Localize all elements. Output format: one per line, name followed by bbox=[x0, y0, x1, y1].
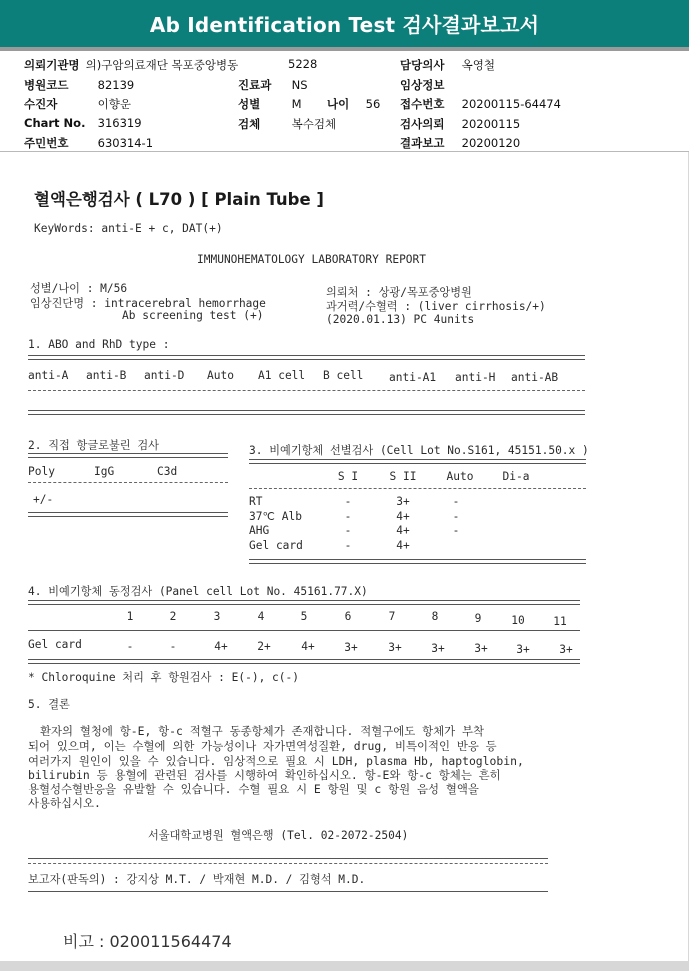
panel-value-11: 3+ bbox=[559, 643, 573, 656]
conclusion-line-4: bilirubin 등 용혈에 관련된 검사를 시행하여 확인하십시오. 항-E와 항-c 항체는 흔히 bbox=[28, 768, 501, 782]
screen-row-alb-s2: 4+ bbox=[396, 510, 410, 523]
conclusion-line-2: 되어 있으며, 이는 수혈에 의한 가능성이나 자가면역성질환, drug, 비특이적인 반응 등 bbox=[28, 739, 497, 753]
report-date-field: 결과보고 20200120 bbox=[400, 136, 521, 150]
reporter-top-rule bbox=[28, 858, 548, 859]
screen-row-alb-auto: - bbox=[452, 510, 460, 523]
abo-top-rule bbox=[28, 355, 585, 360]
accession-field: 접수번호 20200115-64474 bbox=[400, 97, 561, 111]
screen-row-ahg-auto: - bbox=[452, 524, 460, 537]
panel-header-3: 3 bbox=[213, 610, 221, 623]
dept-field: 진료과 NS bbox=[238, 78, 308, 92]
report-header bbox=[0, 0, 689, 47]
request-date-field: 검사의뢰 20200115 bbox=[400, 117, 521, 131]
abo-header-2: anti-B bbox=[86, 369, 127, 382]
panel-bottom-rule bbox=[28, 659, 580, 664]
screen-row-alb-label: 37℃ Alb bbox=[249, 510, 302, 523]
report-title: Ab Identification Test 검사결과보고서 bbox=[149, 13, 540, 37]
history-line: 과거력/수혈력 : (liver cirrhosis/+) bbox=[326, 300, 546, 313]
reporter-top-rule-2 bbox=[28, 863, 548, 864]
dat-section-title: 2. 직접 항글로불린 검사 bbox=[28, 439, 159, 452]
panel-value-8: 3+ bbox=[431, 642, 445, 655]
panel-header-10: 10 bbox=[511, 614, 525, 627]
dat-mid-rule bbox=[28, 482, 228, 483]
panel-value-5: 4+ bbox=[301, 640, 315, 653]
panel-value-3: 4+ bbox=[214, 640, 228, 653]
screen-row-gel-s1: - bbox=[344, 539, 352, 552]
patient-field: 수진자 이향운 bbox=[24, 97, 131, 111]
conclusion-title: 5. 결론 bbox=[28, 698, 70, 711]
keywords: KeyWords: anti-E + c, DAT(+) bbox=[34, 222, 223, 235]
screen-section-title: 3. 비예기항체 선별검사 (Cell Lot No.S161, 45151.50.x ) bbox=[249, 444, 589, 457]
dat-bottom-rule bbox=[28, 512, 228, 517]
abo-header-3: anti-D bbox=[144, 369, 185, 382]
info-divider bbox=[0, 151, 689, 152]
abo-header-8: anti-H bbox=[455, 371, 496, 384]
lab-report-title: IMMUNOHEMATOLOGY LABORATORY REPORT bbox=[197, 253, 427, 266]
reporter-line: 보고자(판독의) : 강지상 M.T. / 박재현 M.D. / 김형석 M.D. bbox=[28, 873, 366, 886]
panel-value-2: - bbox=[169, 640, 177, 653]
screen-row-rt-auto: - bbox=[452, 495, 460, 508]
ward-field: 5228 bbox=[288, 57, 318, 71]
blood-bank-contact: 서울대학교병원 혈액은행 (Tel. 02-2072-2504) bbox=[148, 829, 409, 842]
screen-mid-rule bbox=[249, 488, 586, 489]
abo-mid-rule bbox=[28, 390, 585, 391]
abo-header-7: anti-A1 bbox=[389, 371, 437, 384]
chloroquine-note: * Chloroquine 처리 후 항원검사 : E(-), c(-) bbox=[28, 671, 299, 684]
screen-row-rt-s1: - bbox=[344, 495, 352, 508]
panel-value-6: 3+ bbox=[344, 641, 358, 654]
dat-header-c3d: C3d bbox=[157, 465, 178, 478]
panel-header-8: 8 bbox=[431, 610, 439, 623]
abo-bottom-rule bbox=[28, 410, 585, 415]
bottom-margin-bar bbox=[0, 961, 689, 971]
screen-header-s1: S I bbox=[337, 470, 359, 483]
abo-header-4: Auto bbox=[207, 369, 234, 382]
abo-header-6: B cell bbox=[323, 369, 364, 382]
screen-header-s2: S II bbox=[389, 470, 417, 483]
conclusion-line-5: 용혈성수혈반응을 유발할 수 있습니다. 수혈 필요 시 E 항원 및 c 항원 음성 혈액을 bbox=[28, 782, 479, 796]
age-field: 나이 56 bbox=[327, 97, 381, 111]
screen-row-alb-s1: - bbox=[344, 510, 352, 523]
screen-row-ahg-s1: - bbox=[344, 524, 352, 537]
sex-age-line: 성별/나이 : M/56 bbox=[30, 282, 128, 295]
screen-bottom-rule bbox=[249, 559, 586, 564]
diagnosis-line: 임상진단명 : intracerebral hemorrhage bbox=[30, 297, 266, 310]
note-remark: 비고 : 020011564474 bbox=[63, 932, 232, 951]
hospital-code-field: 병원코드 82139 bbox=[24, 78, 135, 92]
dat-top-rule bbox=[28, 453, 228, 458]
panel-section-title: 4. 비예기항체 동정검사 (Panel cell Lot No. 45161.77.X) bbox=[28, 585, 368, 598]
rrn-field: 주민번호 630314-1 bbox=[24, 136, 154, 150]
screen-top-rule bbox=[249, 459, 586, 464]
report-section-title: 혈액은행검사 ( L70 ) [ Plain Tube ] bbox=[34, 190, 324, 209]
screen-header-dia: Di-a bbox=[502, 470, 530, 483]
sex-field: 성별 M bbox=[238, 97, 302, 111]
panel-header-1: 1 bbox=[126, 610, 134, 623]
panel-header-7: 7 bbox=[388, 610, 396, 623]
chart-no-field: Chart No. 316319 bbox=[24, 116, 142, 130]
abo-header-9: anti-AB bbox=[511, 371, 559, 384]
header-divider bbox=[0, 47, 689, 51]
conclusion-line-6: 사용하십시오. bbox=[28, 796, 101, 810]
reporter-bottom-rule bbox=[28, 891, 548, 892]
panel-value-9: 3+ bbox=[474, 642, 488, 655]
panel-value-1: - bbox=[126, 640, 134, 653]
clinical-info-field: 임상정보 bbox=[400, 78, 445, 92]
panel-header-4: 4 bbox=[257, 610, 265, 623]
screen-header-auto: Auto bbox=[446, 470, 474, 483]
panel-mid-rule bbox=[28, 630, 580, 631]
panel-header-2: 2 bbox=[169, 610, 177, 623]
doctor-field: 담당의사 옥영철 bbox=[400, 58, 495, 72]
panel-header-11: 11 bbox=[553, 615, 567, 628]
abo-header-1: anti-A bbox=[28, 369, 69, 382]
panel-header-9: 9 bbox=[474, 612, 482, 625]
dat-header-igg: IgG bbox=[94, 465, 115, 478]
panel-value-4: 2+ bbox=[257, 640, 271, 653]
referral-line: 의뢰처 : 상광/목포중앙병원 bbox=[326, 286, 472, 299]
abo-section-title: 1. ABO and RhD type : bbox=[28, 338, 170, 351]
dat-header-poly: Poly bbox=[28, 465, 55, 478]
dat-value-poly: +/- bbox=[33, 493, 54, 506]
panel-header-6: 6 bbox=[344, 610, 352, 623]
screen-row-ahg-s2: 4+ bbox=[396, 524, 410, 537]
screen-row-rt-s2: 3+ bbox=[396, 495, 410, 508]
panel-value-7: 3+ bbox=[388, 641, 402, 654]
screen-row-ahg-label: AHG bbox=[249, 524, 270, 537]
hospital-field: 의뢰기관명 의)구암의료재단 목포중앙병동 bbox=[24, 58, 239, 72]
panel-row-label: Gel card bbox=[28, 638, 82, 651]
history-line-2: (2020.01.13) PC 4units bbox=[326, 313, 475, 326]
panel-top-rule bbox=[28, 600, 580, 605]
screen-row-rt-label: RT bbox=[249, 495, 263, 508]
panel-header-5: 5 bbox=[300, 610, 308, 623]
specimen-field: 검체 복수검체 bbox=[238, 117, 337, 131]
screen-row-gel-s2: 4+ bbox=[396, 539, 410, 552]
diagnosis-line-2: Ab screening test (+) bbox=[122, 309, 264, 322]
conclusion-line-3: 여러가지 원인이 있을 수 있습니다. 임상적으로 필요 시 LDH, plasma Hb, haptoglobin, bbox=[28, 754, 524, 768]
conclusion-line-1: 환자의 혈청에 항-E, 항-c 적혈구 동종항체가 존재합니다. 적혈구에도 항체가 부착 bbox=[40, 724, 484, 738]
screen-row-gel-label: Gel card bbox=[249, 539, 303, 552]
abo-header-5: A1 cell bbox=[258, 369, 306, 382]
panel-value-10: 3+ bbox=[516, 643, 530, 656]
